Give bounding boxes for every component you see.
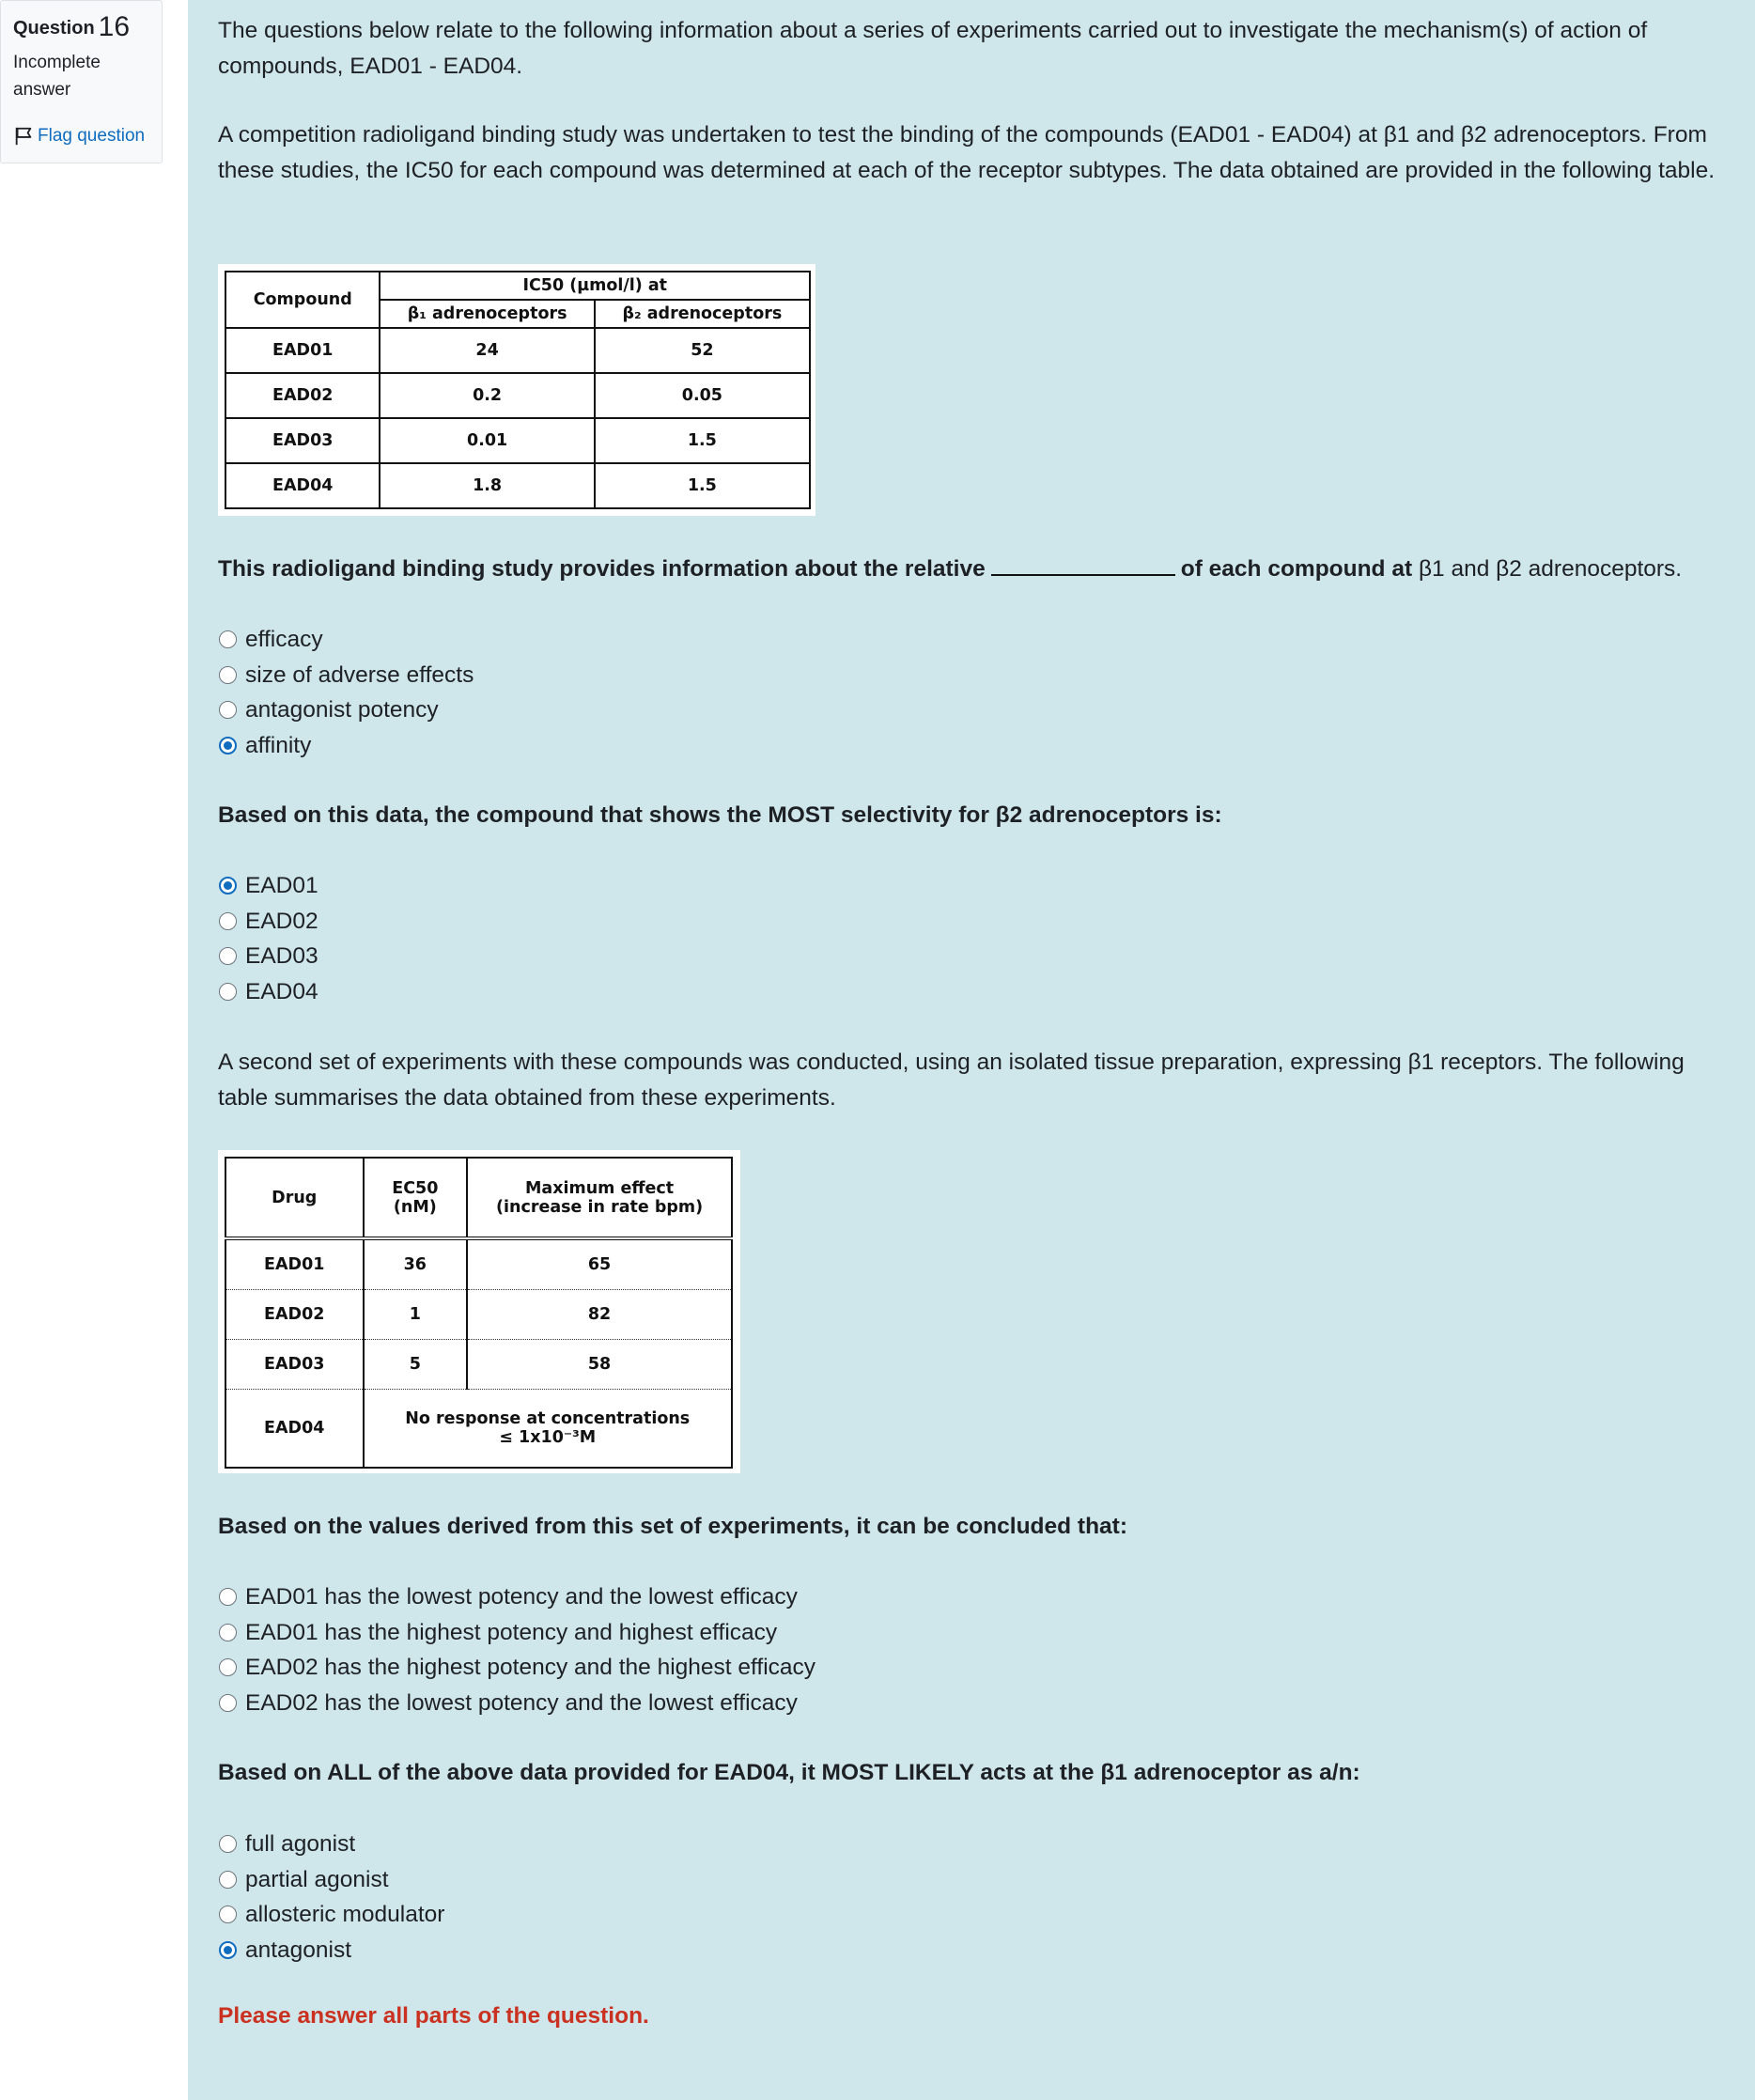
option-label[interactable]: allosteric modulator (245, 1902, 445, 1927)
option-label[interactable]: partial agonist (245, 1866, 389, 1892)
option-label[interactable]: EAD02 (245, 908, 318, 934)
study1-text: A competition radioligand binding study was undertaken to test the binding of the compounds (EAD01 - EAD04) at β1 and β2 adrenoceptors. From these studies, the IC50 for each compound was determined at each of the receptor subtypes. The data obtained are provided in the following table. (218, 122, 1716, 183)
ec50-table (225, 1157, 733, 1469)
header-drug-label: Drug (272, 1188, 318, 1207)
cell-b1: 1.8 (380, 463, 594, 508)
radio-button[interactable] (219, 1871, 237, 1889)
option-label[interactable]: EAD02 has the lowest potency and the lowest efficacy (245, 1689, 798, 1716)
table-row (225, 463, 810, 508)
cell-drug: EAD03 (225, 1339, 364, 1389)
radio-button[interactable] (219, 1694, 237, 1712)
radio-button[interactable] (219, 701, 237, 719)
cell-compound: EAD03 (225, 418, 380, 463)
cell-compound: EAD01 (225, 328, 380, 373)
radio-button-checked[interactable] (219, 877, 237, 894)
cell-b1: 0.2 (380, 373, 594, 418)
option-label[interactable]: full agonist (245, 1831, 356, 1857)
radio-button[interactable] (219, 912, 237, 930)
option-label[interactable]: antagonist potency (245, 697, 439, 723)
flag-icon (13, 126, 34, 147)
header-b1: β₁ adrenoceptors (380, 300, 594, 328)
cell-compound: EAD02 (225, 373, 380, 418)
radio-button[interactable] (219, 1658, 237, 1676)
option-label[interactable]: affinity (245, 732, 312, 758)
q1-bold-suffix: of each compound at (1180, 556, 1413, 582)
q4-prompt: Based on ALL of the above data provided for EAD04, it MOST LIKELY acts at the β1 adrenoceptor as a/n: (218, 1760, 1360, 1785)
no-response-l2: ≤ 1x10⁻³M (499, 1427, 597, 1447)
q3-prompt: Based on the values derived from this set of experiments, it can be concluded that: (218, 1514, 1127, 1539)
cell-b2: 0.05 (595, 373, 810, 418)
q2-option-ead03[interactable] (218, 939, 318, 974)
radio-button[interactable] (219, 1835, 237, 1853)
q1-options (218, 622, 474, 763)
radio-button[interactable] (219, 947, 237, 965)
cell-no-response (364, 1389, 733, 1468)
table-row (225, 328, 810, 373)
cell-compound: EAD04 (225, 463, 380, 508)
option-label[interactable]: EAD01 has the lowest potency and the lowest efficacy (245, 1584, 798, 1610)
q3-option-c[interactable] (218, 1650, 815, 1686)
table-row (225, 1289, 732, 1339)
cell-ec50: 5 (364, 1339, 468, 1389)
cell-b2: 52 (595, 328, 810, 373)
header-ec50-l2: (nM) (393, 1197, 437, 1217)
q1-option-efficacy[interactable] (218, 622, 474, 658)
radio-button[interactable] (219, 1624, 237, 1641)
question-label: Question (13, 18, 95, 39)
cell-max: 65 (467, 1238, 732, 1289)
q1-prompt (218, 552, 1740, 587)
q3-options (218, 1579, 815, 1720)
header-max-l2: (increase in rate bpm) (496, 1197, 704, 1217)
radio-button[interactable] (219, 1588, 237, 1606)
cell-max: 82 (467, 1289, 732, 1339)
flag-question-label[interactable]: Flag question (38, 126, 146, 146)
question-number-value: 16 (98, 11, 131, 42)
flag-question-link[interactable] (13, 126, 149, 147)
cell-drug: EAD02 (225, 1289, 364, 1339)
header-compound: Compound (225, 272, 380, 328)
q2-option-ead04[interactable] (218, 974, 318, 1010)
cell-b1: 24 (380, 328, 594, 373)
radio-button-checked[interactable] (219, 1941, 237, 1959)
cell-drug: EAD04 (225, 1389, 364, 1468)
study2-text: A second set of experiments with these compounds was conducted, using an isolated tissue preparation, expressing β1 receptors. The following table summarises the data obtained from these experiments. (218, 1050, 1685, 1111)
cell-ec50: 1 (364, 1289, 468, 1339)
header-max-l1: Maximum effect (524, 1178, 675, 1198)
cell-drug: EAD01 (225, 1238, 364, 1289)
option-label[interactable]: antagonist (245, 1937, 352, 1963)
question-number (13, 10, 149, 45)
intro-text: The questions below relate to the following information about a series of experiments carried out to investigate the mechanism(s) of action of compounds, EAD01 - EAD04. (218, 18, 1648, 79)
q4-option-allosteric-modulator[interactable] (218, 1897, 444, 1933)
option-label[interactable]: size of adverse effects (245, 661, 474, 688)
radio-button[interactable] (219, 1906, 237, 1923)
q2-option-ead02[interactable] (218, 904, 318, 940)
header-max-effect (467, 1158, 732, 1238)
cell-b2: 1.5 (595, 418, 810, 463)
option-label[interactable]: EAD02 has the highest potency and the highest efficacy (245, 1655, 816, 1680)
q4-option-partial-agonist[interactable] (218, 1862, 444, 1898)
header-drug (225, 1158, 364, 1238)
header-b2: β₂ adrenoceptors (595, 300, 810, 328)
cell-b2: 1.5 (595, 463, 810, 508)
option-label[interactable]: EAD04 (245, 978, 318, 1004)
table-row (225, 1339, 732, 1389)
q4-options (218, 1827, 444, 1968)
table-row (225, 1238, 732, 1289)
radio-button[interactable] (219, 983, 237, 1001)
question-info (0, 0, 163, 163)
q1-prefix: This radioligand binding study provides information about the relative (218, 556, 986, 582)
option-label[interactable]: EAD01 (245, 873, 318, 898)
cell-max: 58 (467, 1339, 732, 1389)
q2-options (218, 868, 318, 1009)
ec50-table-container (218, 1150, 740, 1473)
validation-message: Please answer all parts of the question. (218, 2003, 649, 2029)
q1-option-antagonist-potency[interactable] (218, 692, 474, 728)
cell-ec50: 36 (364, 1238, 468, 1289)
table-row (225, 373, 810, 418)
radio-button[interactable] (219, 630, 237, 648)
q2-prompt: Based on this data, the compound that shows the MOST selectivity for β2 adrenoceptors is: (218, 802, 1222, 828)
ic50-table-container (218, 264, 815, 516)
radio-button-checked[interactable] (219, 737, 237, 754)
ic50-table (225, 271, 811, 509)
no-response-l1: No response at concentrations (405, 1408, 691, 1428)
header-ic50-group: IC50 (µmol/l) at (380, 272, 810, 300)
q1-option-affinity[interactable] (218, 728, 474, 764)
q4-option-full-agonist[interactable] (218, 1827, 444, 1862)
table-row (225, 1389, 732, 1468)
q3-option-d[interactable] (218, 1686, 815, 1721)
q4-option-antagonist[interactable] (218, 1933, 444, 1968)
q3-option-a[interactable] (218, 1579, 815, 1615)
q1-blank (991, 552, 1175, 576)
header-ec50 (364, 1158, 468, 1238)
q2-option-ead01[interactable] (218, 868, 318, 904)
option-label[interactable]: EAD03 (245, 943, 318, 969)
header-ec50-l1: EC50 (392, 1178, 439, 1198)
table-row (225, 418, 810, 463)
radio-button[interactable] (219, 666, 237, 684)
option-label[interactable]: EAD01 has the highest potency and highest efficacy (245, 1619, 778, 1645)
option-label[interactable]: efficacy (245, 627, 323, 652)
question-state: Incomplete answer (13, 53, 101, 100)
q3-option-b[interactable] (218, 1615, 815, 1651)
q1-option-adverse-effects[interactable] (218, 658, 474, 693)
cell-b1: 0.01 (380, 418, 594, 463)
q1-plain-suffix: β1 and β2 adrenoceptors. (1418, 556, 1683, 582)
